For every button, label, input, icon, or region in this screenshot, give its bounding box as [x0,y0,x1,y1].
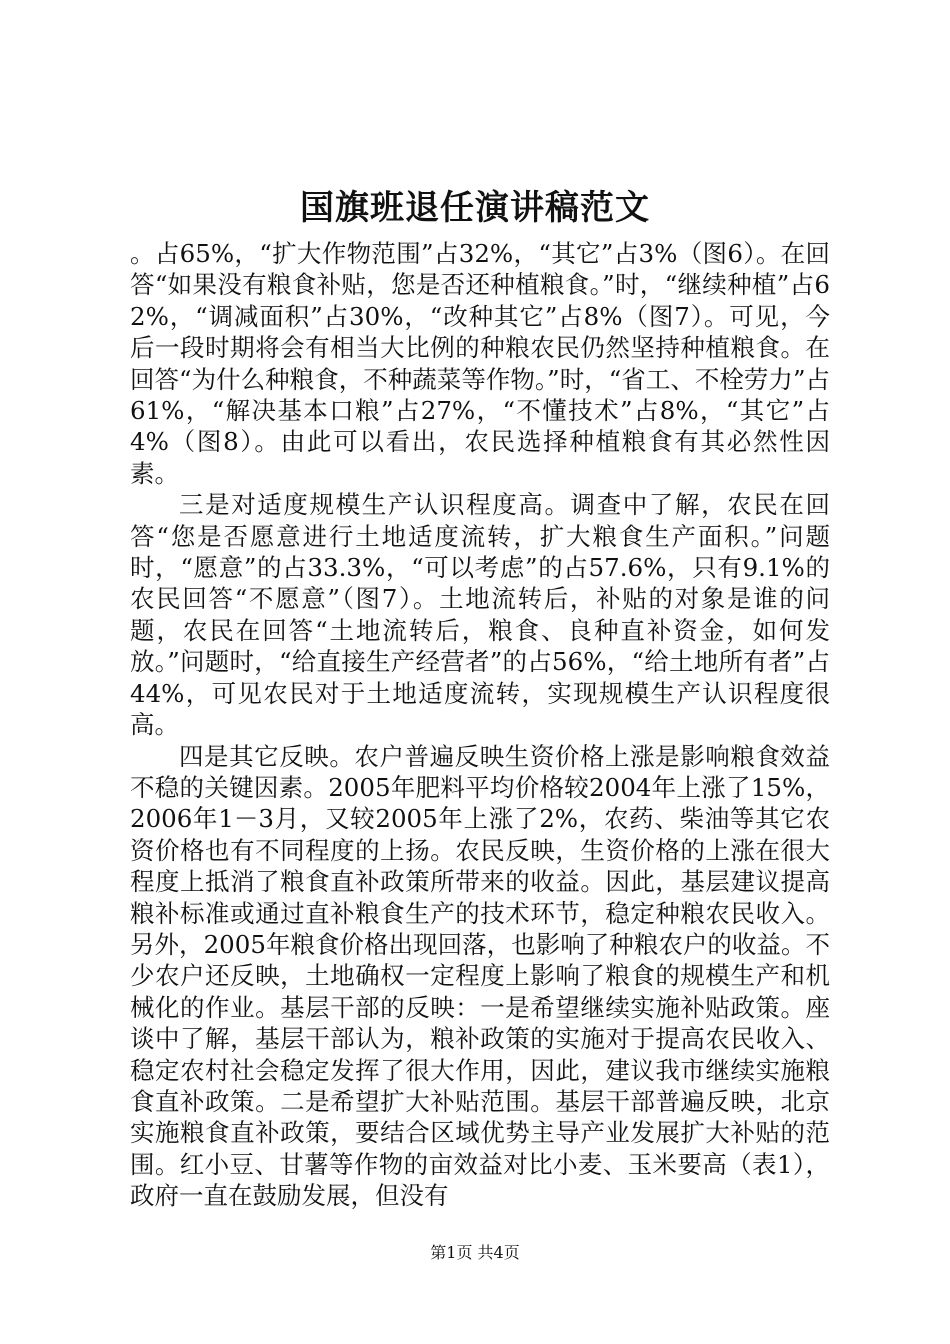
page-footer: 第1页 共4页 [430,1243,520,1262]
paragraph-2: 三是对适度规模生产认识程度高。调查中了解，农民在回答“您是否愿意进行土地适度流转，扩大粮食生产面积。”问题时，“愿意”的占33.3%，“可以考虑”的占57.6%，只有9.1%的农民回答“不愿意”（图7）。土地流转后，补贴的对象是谁的问题，农民在回答“土地流转后，粮食、良种直补资金，如何发放。”问题时，“给直接生产经营者”的占56%，“给土地所有者”占44%，可见农民对于土地适度流转，实现规模生产认识程度很高。 [130,490,830,740]
document-title: 国旗班退任演讲稿范文 [300,188,650,228]
document-body [130,238,830,1212]
paragraph-3: 四是其它反映。农户普遍反映生资价格上涨是影响粮食效益不稳的关键因素。2005年肥料平均价格较2004年上涨了15%，2006年1－3月，又较2005年上涨了2%，农药、柴油等其它农资价格也有不同程度的上扬。农民反映，生资价格的上涨在很大程度上抵消了粮食直补政策所带来的收益。因此，基层建议提高粮补标准或通过直补粮食生产的技术环节，稳定种粮农民收入。另外，2005年粮食价格出现回落，也影响了种粮农户的收益。不少农户还反映，土地确权一定程度上影响了粮食的规模生产和机械化的作业。基层干部的反映：一是希望继续实施补贴政策。座谈中了解，基层干部认为，粮补政策的实施对于提高农民收入、稳定农村社会稳定发挥了很大作用，因此，建议我市继续实施粮食直补政策。二是希望扩大补贴范围。基层干部普遍反映，北京实施粮食直补政策，要结合区域优势主导产业发展扩大补贴的范围。红小豆、甘薯等作物的亩效益对比小麦、玉米要高（表1），政府一直在鼓励发展，但没有 [130,741,830,1211]
paragraph-1: 。占65%，“扩大作物范围”占32%，“其它”占3%（图6）。在回答“如果没有粮食补贴，您是否还种植粮食。”时，“继续种植”占62%，“调减面积”占30%，“改种其它”占8%（图7）。可见，今后一段时期将会有相当大比例的种粮农民仍然坚持种植粮食。在回答“为什么种粮食，不种蔬菜等作物。”时，“省工、不栓劳力”占61%，“解决基本口粮”占27%，“不懂技术”占8%，“其它”占4%（图8）。由此可以看出，农民选择种植粮食有其必然性因素。 [130,239,830,488]
